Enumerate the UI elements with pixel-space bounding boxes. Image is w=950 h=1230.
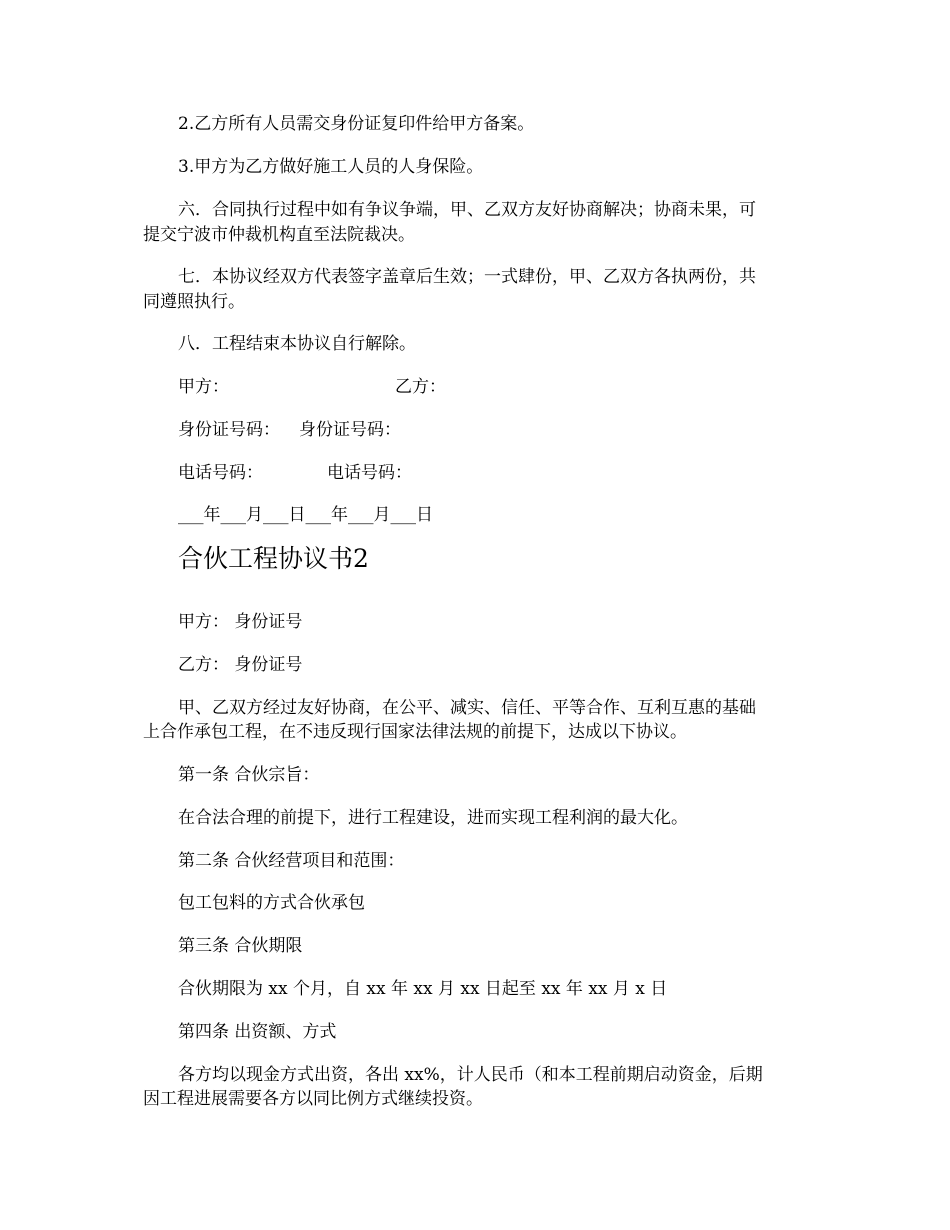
- phone-row: [178, 462, 823, 484]
- sign-party-b: 乙方：: [395, 377, 446, 397]
- article-4-line2: 因工程进展需要各方以同比例方式继续投资。: [143, 1089, 483, 1109]
- sign-party-a: 甲方：: [178, 377, 229, 397]
- paragraph-seven-line1: 七．本协议经双方代表签字盖章后生效；一式肆份，甲、乙双方各执两份，共: [178, 267, 756, 287]
- intro-line1: 甲、乙双方经过友好协商，在公平、减实、信任、平等合作、互利互惠的基础: [178, 698, 756, 718]
- section-title: 合伙工程协议书2: [178, 544, 369, 573]
- party-b-id: 乙方： 身份证号: [178, 655, 303, 675]
- paragraph-seven-line2: 同遵照执行。: [143, 292, 245, 312]
- article-1-body: 在合法合理的前提下，进行工程建设，进而实现工程利润的最大化。: [178, 808, 688, 828]
- article-2-title: 第二条 合伙经营项目和范围：: [178, 851, 405, 871]
- article-2-body: 包工包料的方式合伙承包: [178, 893, 365, 913]
- article-4-line1: 各方均以现金方式出资，各出 xx%，计人民币（和本工程前期启动资金，后期: [178, 1065, 763, 1085]
- article-4-title: 第四条 出资额、方式: [178, 1022, 337, 1042]
- paragraph-six-line2: 提交宁波市仲裁机构直至法院裁决。: [143, 225, 415, 245]
- phone-b: 电话号码：: [327, 463, 412, 483]
- article-3-title: 第三条 合伙期限: [178, 936, 303, 956]
- article-1-title: 第一条 合伙宗旨：: [178, 765, 320, 785]
- paragraph-clause-2: 2.乙方所有人员需交身份证复印件给甲方备案。: [178, 114, 535, 134]
- phone-a: 电话号码：: [178, 463, 263, 483]
- id-number-row: [178, 419, 823, 441]
- paragraph-six-line1: 六．合同执行过程中如有争议争端，甲、乙双方友好协商解决；协商未果，可: [178, 200, 756, 220]
- paragraph-clause-3: 3.甲方为乙方做好施工人员的人身保险。: [178, 157, 484, 177]
- intro-line2: 上合作承包工程，在不违反现行国家法律法规的前提下，达成以下协议。: [143, 722, 687, 742]
- article-3-body: 合伙期限为 xx 个月，自 xx 年 xx 月 xx 日起至 xx 年 xx 月 x 日: [178, 979, 668, 999]
- signature-row: [178, 376, 823, 398]
- date-line: ___年___月___日___年___月___日: [178, 505, 433, 525]
- id-number-b: 身份证号码：: [299, 420, 401, 440]
- party-a-id: 甲方： 身份证号: [178, 612, 303, 632]
- paragraph-eight: 八．工程结束本协议自行解除。: [178, 334, 416, 354]
- id-number-a: 身份证号码：: [178, 420, 280, 440]
